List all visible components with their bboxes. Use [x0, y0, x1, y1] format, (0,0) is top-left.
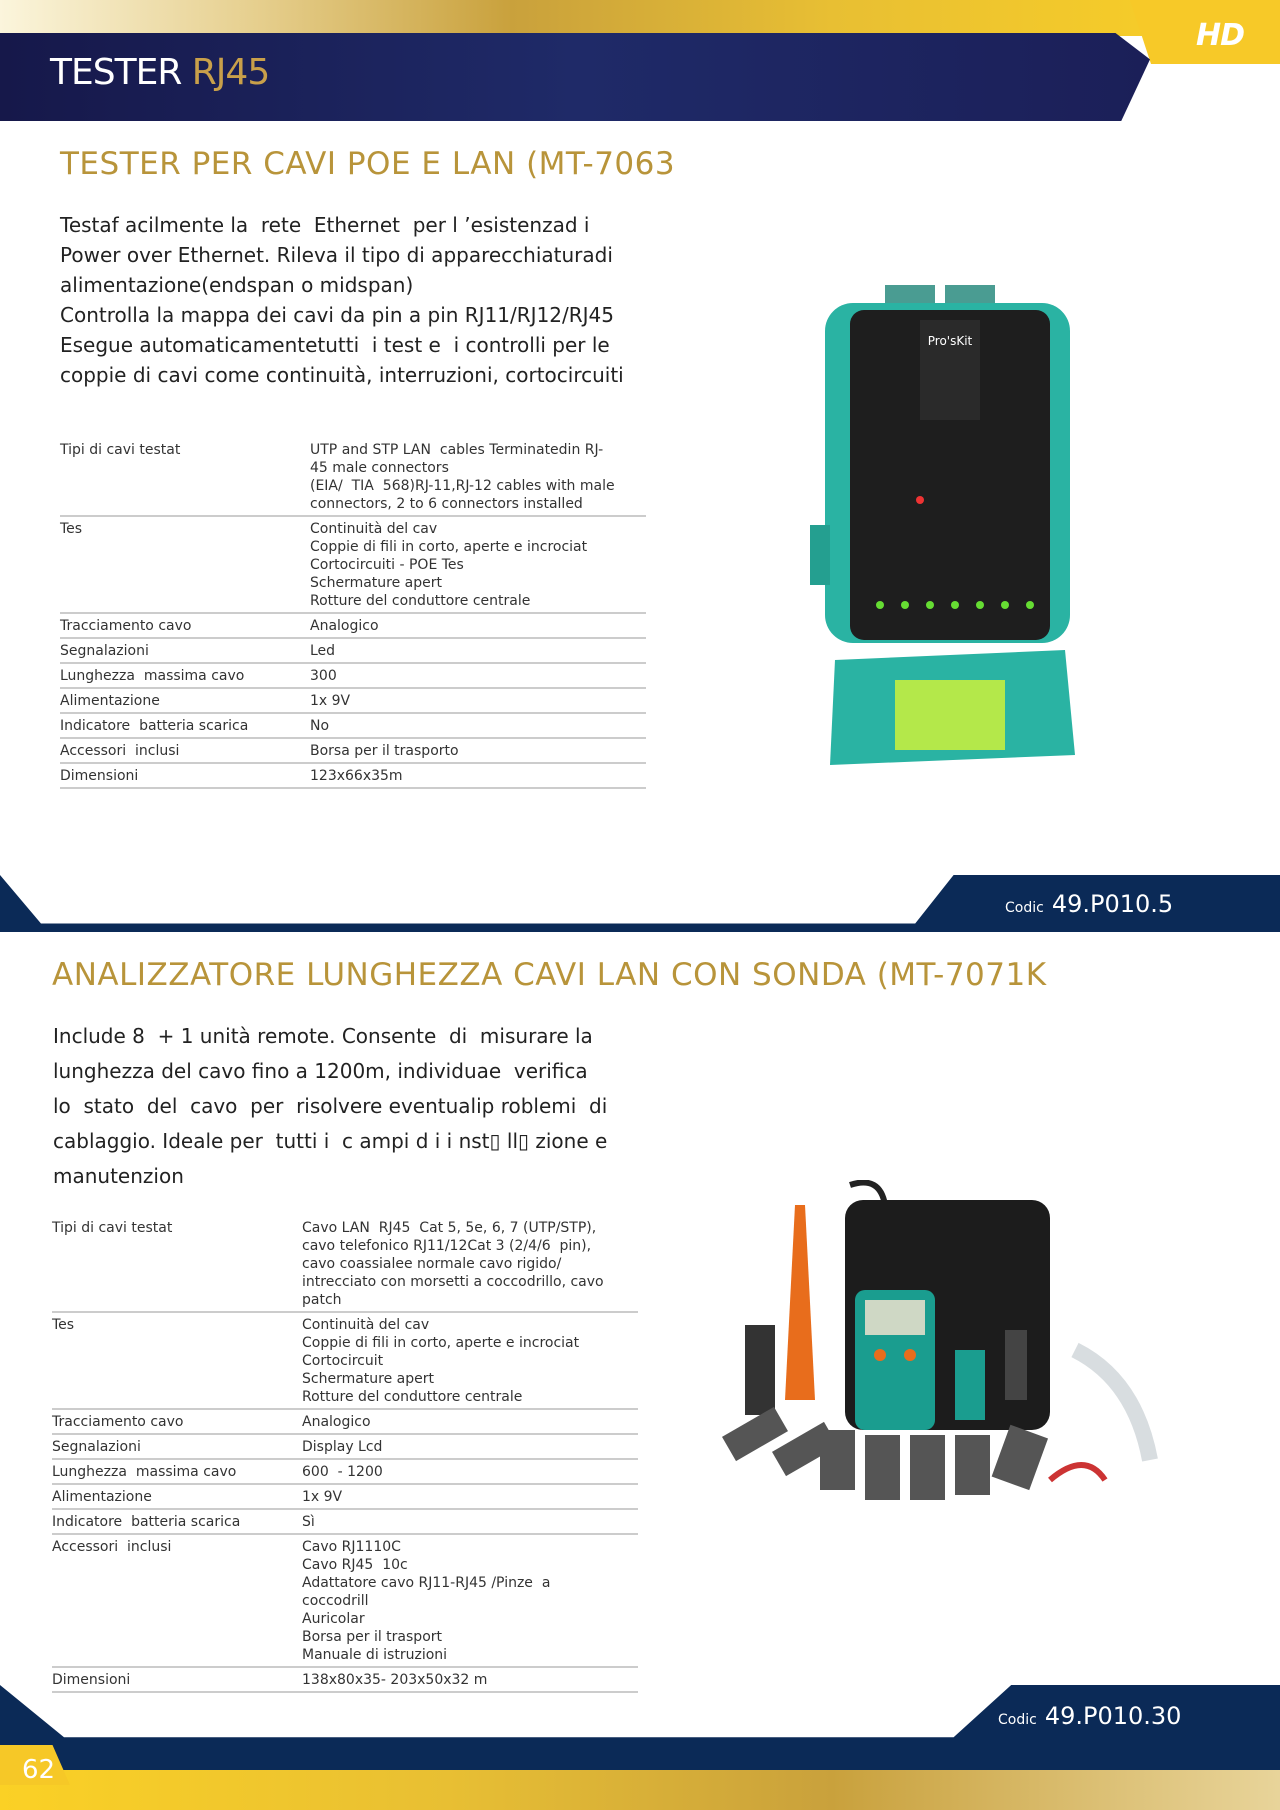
spec-label: Tes	[60, 516, 310, 613]
spec-value	[302, 1409, 638, 1434]
spec-value-line: Analogico	[310, 618, 379, 634]
spec-label: Accessori inclusi	[52, 1534, 302, 1667]
description-line: alimentazione(endspan o midspan)	[60, 273, 414, 297]
spec-row	[60, 763, 646, 788]
spec-row	[52, 1667, 638, 1692]
spec-label: Segnalazioni	[52, 1434, 302, 1459]
spec-value-line: Sì	[302, 1514, 315, 1530]
specs-table	[60, 438, 646, 789]
spec-label: Tipi di cavi testat	[52, 1216, 302, 1312]
spec-row	[52, 1459, 638, 1484]
spec-label: Tes	[52, 1312, 302, 1409]
spec-row	[52, 1534, 638, 1667]
spec-row	[60, 738, 646, 763]
spec-value-line: 45 male connectors	[310, 460, 449, 476]
spec-row	[52, 1312, 638, 1409]
spec-value-line: patch	[302, 1292, 342, 1308]
spec-value	[302, 1484, 638, 1509]
spec-value-line: Rotture del conduttore centrale	[302, 1389, 523, 1405]
spec-value-line: connectors, 2 to 6 connectors installed	[310, 496, 583, 512]
spec-label: Dimensioni	[60, 763, 310, 788]
product-title: TESTER PER CAVI POE E LAN (MT-7063	[60, 146, 676, 182]
spec-value-line: Borsa per il trasporto	[310, 743, 459, 759]
spec-value-line: Schermature apert	[302, 1371, 434, 1387]
description-line: coppie di cavi come continuità, interruzioni, cortocircuiti	[60, 363, 624, 387]
spec-value	[310, 438, 646, 516]
spec-row	[52, 1509, 638, 1534]
spec-value	[302, 1434, 638, 1459]
spec-value-line: Cortocircuit	[302, 1353, 384, 1369]
spec-label: Indicatore batteria scarica	[60, 713, 310, 738]
spec-row	[60, 613, 646, 638]
spec-row	[60, 438, 646, 516]
spec-value-line: coccodrill	[302, 1593, 369, 1609]
spec-value-line: UTP and STP LAN cables Terminatedin RJ-	[310, 442, 604, 458]
spec-value-line: 300	[310, 668, 337, 684]
spec-value	[310, 688, 646, 713]
spec-row	[60, 713, 646, 738]
spec-label: Accessori inclusi	[60, 738, 310, 763]
product-image-mt7063	[810, 275, 1085, 815]
spec-value-line: 138x80x35- 203x50x32 m	[302, 1672, 488, 1688]
spec-row	[60, 663, 646, 688]
code-label: Codic	[1005, 900, 1044, 916]
code-value: 49.P010.30	[1044, 1702, 1182, 1730]
spec-label: Indicatore batteria scarica	[52, 1509, 302, 1534]
spec-value-line: Manuale di istruzioni	[302, 1647, 448, 1663]
spec-value-line: cavo telefonico RJ11/12Cat 3 (2/4/6 pin),	[302, 1238, 592, 1254]
code-label: Codic	[998, 1712, 1037, 1728]
spec-label: Alimentazione	[60, 688, 310, 713]
spec-row	[60, 638, 646, 663]
spec-value-line: 123x66x35m	[310, 768, 403, 784]
spec-value	[310, 613, 646, 638]
code-value: 49.P010.5	[1051, 890, 1174, 918]
spec-value	[302, 1459, 638, 1484]
description-line: cablaggio. Ideale per tutti i c ampi d i i nst▯ ll▯ zione e	[53, 1129, 608, 1153]
top-gold-bar	[0, 0, 1280, 36]
spec-label: Tracciamento cavo	[60, 613, 310, 638]
page-title	[50, 52, 269, 93]
description-line: lo stato del cavo per risolvere eventualip roblemi di	[53, 1094, 608, 1118]
spec-value-line: Adattatore cavo RJ11-RJ45 /Pinze a	[302, 1575, 551, 1591]
spec-value-line: 1x 9V	[310, 693, 351, 709]
spec-value-line: Display Lcd	[302, 1439, 383, 1455]
description-line: Power over Ethernet. Rileva il tipo di apparecchiaturadi	[60, 243, 613, 267]
product-description	[60, 210, 660, 390]
footer-band	[0, 1685, 1280, 1775]
product-code	[998, 1702, 1181, 1730]
spec-value-line: Cortocircuiti - POE Tes	[310, 557, 464, 573]
description-line: Esegue automaticamentetutti i test e i controlli per le	[60, 333, 610, 357]
spec-value	[310, 663, 646, 688]
spec-value-line: Led	[310, 643, 336, 659]
spec-value-line: Cavo LAN RJ45 Cat 5, 5e, 6, 7 (UTP/STP),	[302, 1220, 597, 1236]
spec-value-line: (EIA/ TIA 568)RJ-11,RJ-12 cables with male	[310, 478, 615, 494]
spec-label: Lunghezza massima cavo	[52, 1459, 302, 1484]
spec-label: Tipi di cavi testat	[60, 438, 310, 516]
spec-value-line: No	[310, 718, 330, 734]
spec-value	[310, 738, 646, 763]
spec-row	[52, 1434, 638, 1459]
description-line: lunghezza del cavo fino a 1200m, individuae verifica	[53, 1059, 588, 1083]
specs-table	[52, 1216, 638, 1693]
spec-value-line: Coppie di fili in corto, aperte e incrociat	[310, 539, 588, 555]
spec-value-line: cavo coassialee normale cavo rigido/	[302, 1256, 562, 1272]
description-line: Controlla la mappa dei cavi da pin a pin RJ11/RJ12/RJ45	[60, 303, 614, 327]
spec-value-line: 1x 9V	[302, 1489, 343, 1505]
spec-value	[310, 713, 646, 738]
spec-label: Lunghezza massima cavo	[60, 663, 310, 688]
spec-value	[302, 1667, 638, 1692]
spec-value-line: Borsa per il trasport	[302, 1629, 442, 1645]
description-line: Testaf acilmente la rete Ethernet per l ’esistenzad i	[60, 213, 590, 237]
product-code	[1005, 890, 1173, 918]
spec-label: Segnalazioni	[60, 638, 310, 663]
spec-value-line: Continuità del cav	[310, 521, 438, 537]
spec-value-line: Coppie di fili in corto, aperte e incrociat	[302, 1335, 580, 1351]
spec-row	[52, 1216, 638, 1312]
spec-value-line: intrecciato con morsetti a coccodrillo, cavo	[302, 1274, 604, 1290]
product-image-mt7071k	[705, 1180, 1195, 1550]
description-line: manutenzion	[53, 1164, 184, 1188]
spec-value	[302, 1509, 638, 1534]
spec-value-line: Analogico	[302, 1414, 371, 1430]
spec-value	[310, 516, 646, 613]
page-number: 62	[22, 1755, 56, 1785]
spec-row	[52, 1409, 638, 1434]
spec-value	[302, 1534, 638, 1667]
spec-row	[60, 688, 646, 713]
spec-value-line: Cavo RJ45 10c	[302, 1557, 408, 1573]
spec-value-line: 600 - 1200	[302, 1464, 383, 1480]
spec-value-line: Cavo RJ1110C	[302, 1539, 401, 1555]
spec-value	[302, 1216, 638, 1312]
spec-label: Tracciamento cavo	[52, 1409, 302, 1434]
spec-row	[60, 516, 646, 613]
title-rj45: RJ45	[191, 52, 270, 93]
spec-value-line: Auricolar	[302, 1611, 365, 1627]
spec-value-line: Rotture del conduttore centrale	[310, 593, 531, 609]
svg-text:Pro'sKit: Pro'sKit	[927, 334, 973, 348]
spec-value	[310, 763, 646, 788]
title-tester: TESTER	[50, 52, 182, 93]
product-title: ANALIZZATORE LUNGHEZZA CAVI LAN CON SONDA (MT-7071K	[52, 957, 1047, 993]
spec-label: Alimentazione	[52, 1484, 302, 1509]
spec-value	[302, 1312, 638, 1409]
product-description	[53, 1019, 653, 1194]
spec-label: Dimensioni	[52, 1667, 302, 1692]
description-line: Include 8 + 1 unità remote. Consente di misurare la	[53, 1024, 593, 1048]
spec-value	[310, 638, 646, 663]
spec-row	[52, 1484, 638, 1509]
hd-badge-text: HD	[1195, 18, 1244, 53]
spec-value-line: Continuità del cav	[302, 1317, 430, 1333]
spec-value-line: Schermature apert	[310, 575, 442, 591]
bottom-gold-bar	[0, 1770, 1280, 1810]
